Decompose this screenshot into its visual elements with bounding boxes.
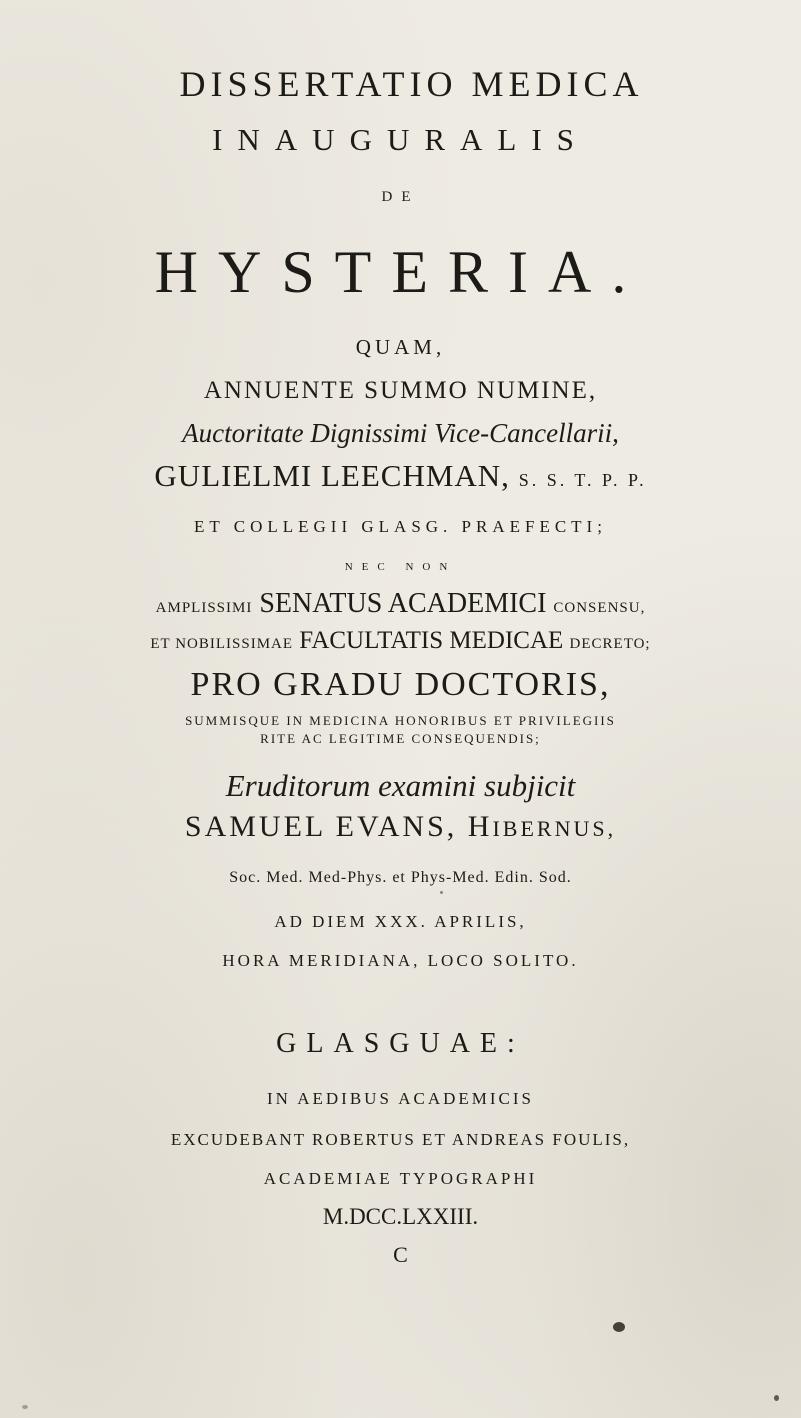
line-nec-non: NEC NON xyxy=(344,561,457,573)
line-eruditorum: Eruditorum examini subjicit xyxy=(225,768,576,803)
titles-gulielmi: S. S. T. P. P. xyxy=(518,470,647,490)
phrase-senatus-academici: SENATUS ACADEMICI xyxy=(259,588,547,619)
line-rite: RITE AC LEGITIME CONSEQUENDIS; xyxy=(260,731,541,746)
line-summisque: SUMMISQUE IN MEDICINA HONORIBUS ET PRIVILEGIIS xyxy=(185,713,616,728)
word-consensu: CONSENSU, xyxy=(553,600,646,616)
name-gulielmi-leechman: GULIELMI LEECHMAN, xyxy=(154,458,510,493)
line-author xyxy=(0,812,801,842)
line-gulielmi xyxy=(0,460,801,491)
line-senatus xyxy=(0,590,801,618)
author-name: SAMUEL EVANS, xyxy=(184,810,458,843)
heading-inauguralis: INAUGURALIS xyxy=(212,122,589,157)
line-annuente: ANNUENTE SUMMO NUMINE, xyxy=(203,377,598,404)
phrase-facultatis-medicae: FACULTATIS MEDICAE xyxy=(299,627,564,654)
line-hora: HORA MERIDIANA, LOCO SOLITO. xyxy=(222,951,579,970)
word-quam: QUAM, xyxy=(355,335,446,359)
word-amplissimi: AMPLISSIMI xyxy=(155,600,253,616)
line-collegii: ET COLLEGII GLASG. PRAEFECTI; xyxy=(194,517,607,536)
imprint-excudebant: EXCUDEBANT ROBERTUS ET ANDREAS FOULIS, xyxy=(170,1130,631,1149)
hibernus-rest: IBERNUS, xyxy=(492,816,617,841)
word-decreto: DECRETO; xyxy=(569,636,651,652)
word-de: DE xyxy=(381,189,420,205)
line-societies: Soc. Med. Med-Phys. et Phys-Med. Edin. Sod. xyxy=(229,869,572,886)
line-ad-diem: AD DIEM XXX. APRILIS, xyxy=(274,912,527,931)
ink-speck xyxy=(774,1395,779,1401)
author-origin xyxy=(468,810,616,843)
line-auctoritate: Auctoritate Dignissimi Vice-Cancellarii, xyxy=(182,418,619,448)
signature-mark: C xyxy=(393,1242,408,1267)
line-pro-gradu: PRO GRADU DOCTORIS, xyxy=(190,666,611,703)
line-facultatis xyxy=(0,628,801,653)
imprint-in-aedibus: IN AEDIBUS ACADEMICIS xyxy=(266,1089,535,1108)
ink-speck xyxy=(22,1405,28,1409)
heading-dissertatio-medica: DISSERTATIO MEDICA xyxy=(179,64,644,104)
phrase-nobilissimae: ET NOBILISSIMAE xyxy=(150,636,294,652)
subject-hysteria: HYSTERIA. xyxy=(154,239,647,305)
imprint-year: M.DCC.LXXIII. xyxy=(322,1204,479,1229)
imprint-academiae: ACADEMIAE TYPOGRAPHI xyxy=(263,1169,538,1188)
ink-speck xyxy=(613,1322,625,1332)
hibernus-initial: H xyxy=(467,810,493,843)
imprint-glasguae: GLASGUAE: xyxy=(276,1028,525,1059)
ink-speck xyxy=(440,891,443,894)
